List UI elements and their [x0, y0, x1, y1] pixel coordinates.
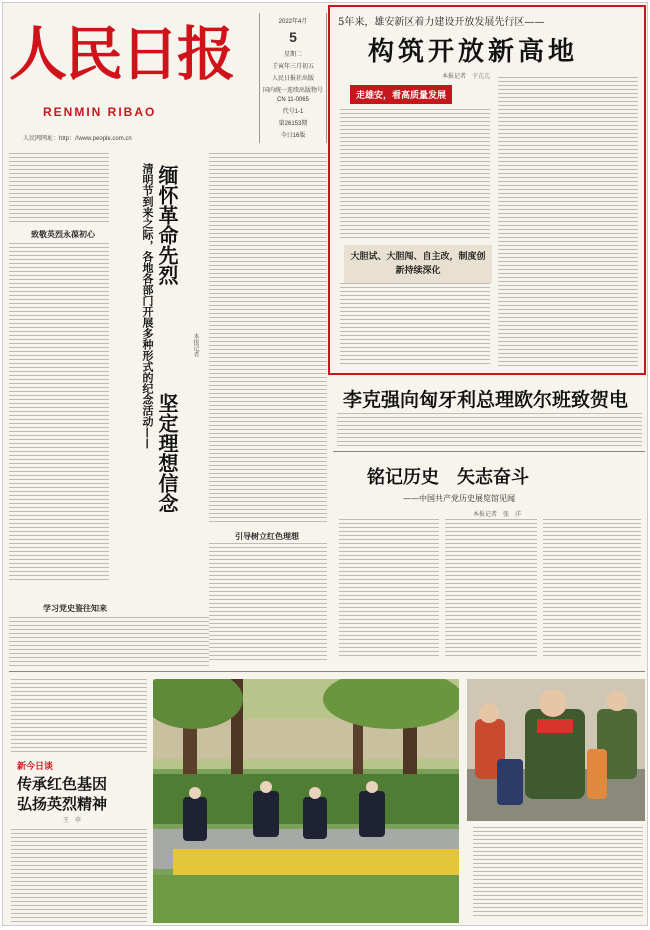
- feature-body-col-2: [209, 543, 327, 663]
- date-year-month: 2022年4月: [278, 19, 308, 25]
- publisher: 人民日报社出版: [271, 76, 314, 82]
- commentary-body: [11, 829, 147, 923]
- date-box: [259, 13, 327, 143]
- lead-label: 走雄安，看高质量发展: [350, 85, 452, 104]
- commentary-intro: [11, 679, 147, 753]
- lead-body-col-3: [340, 283, 490, 367]
- photo-caption-body: [473, 827, 643, 919]
- feature-body-col: [209, 153, 327, 523]
- bottom-divider: [9, 671, 645, 672]
- masthead-romanized: RENMIN RIBAO: [43, 105, 157, 119]
- date-day: 5: [289, 29, 297, 45]
- lead-headline: 构筑开放新高地: [368, 37, 579, 67]
- feature-vertical-head-1: 缅怀革命先烈: [155, 165, 179, 285]
- third-lead-body-col-2: [445, 519, 537, 659]
- veteran-photo: [467, 679, 645, 821]
- date-weekday: 星期二: [283, 52, 302, 58]
- divider: [333, 451, 645, 452]
- lead-body-col-2: [498, 77, 638, 367]
- third-lead-body-col-1: [339, 519, 439, 659]
- memorial-photo: [153, 679, 459, 923]
- feature-section-3: 引导树立红色理想: [235, 531, 299, 541]
- lead-pullquote: 大胆试、大胆闯、自主改，制度创新持续深化: [344, 245, 492, 283]
- third-lead-subhead: ——中国共产党历史展览馆见闻: [403, 494, 515, 503]
- date-lunar: 壬寅年三月初五: [271, 64, 314, 70]
- page-count: 今日16版: [280, 133, 306, 139]
- issn-label: 国内统一连续出版物号: [262, 88, 323, 94]
- feature-byline: 本报记者: [192, 333, 199, 357]
- masthead-website: 人民网网址：http：//www.people.com.cn: [23, 136, 132, 142]
- lead-byline: 本报记者 于亢亢: [442, 73, 491, 80]
- masthead-title: 人民日报: [9, 20, 234, 88]
- veteran-scene-image: [467, 679, 645, 821]
- memorial-scene-image: [153, 679, 459, 923]
- newspaper-page: [2, 2, 648, 926]
- second-lead-headline: 李克强向匈牙利总理欧尔班致贺电: [343, 389, 629, 411]
- left-section-2: 学习党史鉴往知来: [43, 603, 107, 613]
- issue-number: 第26153期: [278, 121, 308, 127]
- commentary-headline-2: 弘扬英烈精神: [17, 795, 108, 813]
- left-body-3: [9, 617, 209, 667]
- commentary-headline-1: 传承红色基因: [17, 775, 108, 793]
- lead-story-highlight: [328, 5, 646, 375]
- cn-number: CN 11-0065: [277, 97, 309, 103]
- feature-vertical-head-2: 坚定理想信念: [155, 393, 179, 513]
- lead-body-col-1: [340, 109, 490, 239]
- third-lead-headline: 铭记历史 矢志奋斗: [367, 467, 529, 488]
- third-lead-body-col-3: [543, 519, 641, 659]
- left-body-2: [9, 243, 109, 583]
- feature-vertical-subhead: 清明节到来之际，各地各部门开展多种形式的纪念活动——: [141, 163, 154, 449]
- issue-code: 代号1-1: [282, 109, 304, 115]
- commentary-byline: 王 申: [63, 817, 82, 824]
- left-section-1: 致敬英烈永葆初心: [31, 229, 95, 239]
- left-body-1: [9, 153, 109, 223]
- third-lead-byline: 本报记者 张 洋: [473, 511, 522, 518]
- second-lead-body: [337, 413, 642, 447]
- lead-kicker: 5年来，雄安新区着力建设开放发展先行区——: [338, 17, 545, 28]
- commentary-kicker: 新今日谈: [17, 762, 54, 772]
